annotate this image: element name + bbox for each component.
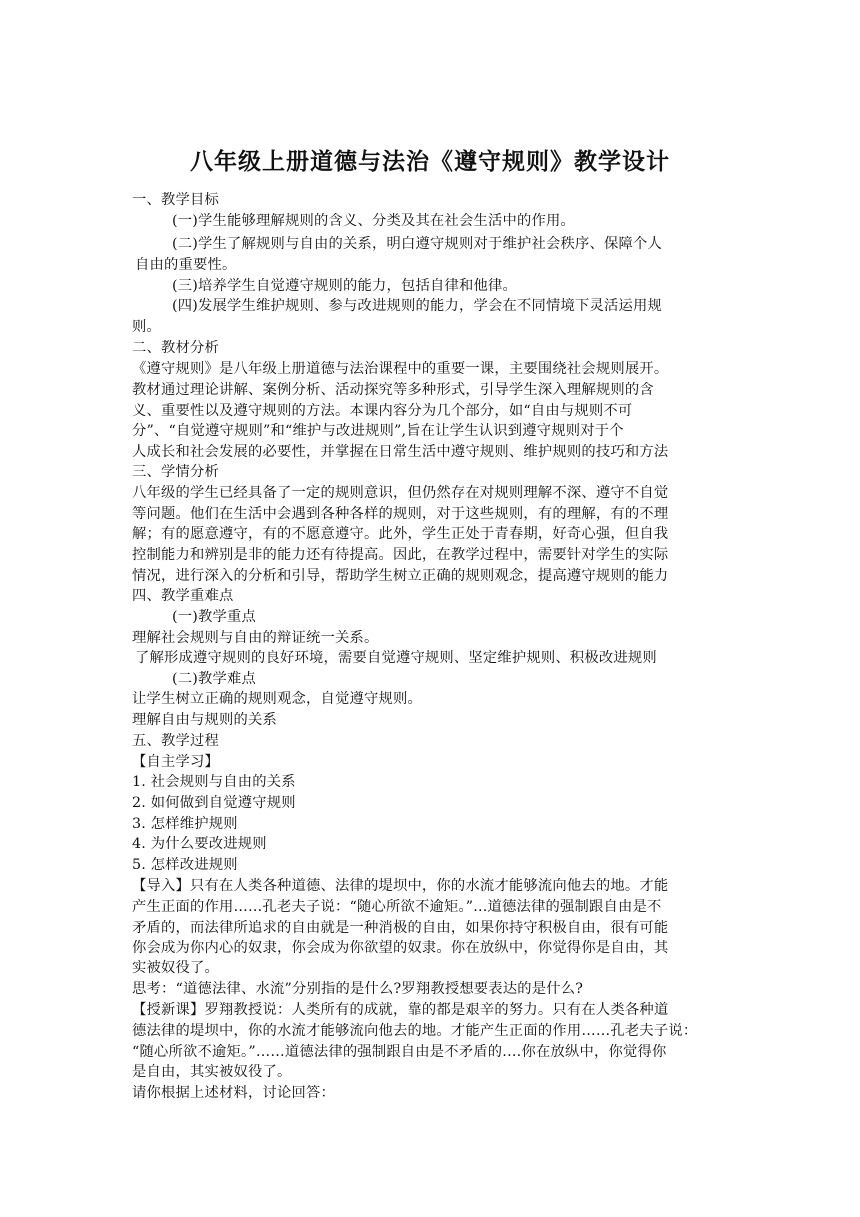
objective-1: (一)学生能够理解规则的含义、分类及其在社会生活中的作用。 [172,213,575,229]
heading-process: 五、教学过程 [132,733,219,749]
intro-line: 你会成为你内心的奴隶，你会成为你欲望的奴隶。你在放纵中，你觉得你是自由，其 [132,940,669,956]
self-study-item: 3. 怎样维护规则 [132,816,238,832]
heading-objectives: 一、教学目标 [132,192,219,208]
self-study-item: 2. 如何做到自觉遵守规则 [132,795,296,811]
learners-line: 八年级的学生已经具备了一定的规则意识，但仍然存在对规则理解不深、遵守不自觉 [132,485,669,501]
learners-line: 情况，进行深入的分析和引导，帮助学生树立正确的规则观念，提高遵守规则的能力 [132,568,669,584]
focus-line: 了解形成遵守规则的良好环境，需要自觉遵守规则、坚定维护规则、积极改进规则 [135,650,657,666]
heading-learners: 三、学情分析 [132,464,219,480]
difficulty-line: 理解自由与规则的关系 [132,712,277,728]
textbook-line: 教材通过理论讲解、案例分析、活动探究等多种形式，引导学生深入理解规则的含 [132,382,654,398]
objective-4: (四)发展学生维护规则、参与改进规则的能力，学会在不同情境下灵活运用规 [172,298,662,314]
textbook-line: 分”、“自觉遵守规则”和“维护与改进规则”,旨在让学生认识到遵守规则对于个 [132,423,624,439]
document-title: 八年级上册道德与法治《遵守规则》教学设计 [190,149,670,175]
heading-textbook: 二、教材分析 [132,340,219,356]
intro-line: 产生正面的作用……孔老夫子说：“随心所欲不逾矩。”...道德法律的强制跟自由是不 [132,899,662,915]
self-study-item: 5. 怎样改进规则 [132,857,238,873]
intro-line: 实被奴役了。 [132,960,219,976]
new-lesson-line: “随心所欲不逾矩。”……道德法律的强制跟自由是不矛盾的.…你在放纵中，你觉得你 [132,1044,667,1060]
textbook-line: 《遵守规则》是八年级上册道德与法治课程中的重要一课，主要围绕社会规则展开。 [132,361,669,377]
subheading-difficulty: (二)教学难点 [172,671,257,687]
focus-line: 理解社会规则与自由的辩证统一关系。 [132,630,379,646]
learners-line: 等问题。他们在生活中会遇到各种各样的规则，对于这些规则，有的理解，有的不理 [132,506,669,522]
objective-2-cont: 自由的重要性。 [135,257,237,273]
learners-line: 控制能力和辨别是非的能力还有待提高。因此，在教学过程中，需要针对学生的实际 [132,547,669,563]
difficulty-line: 让学生树立正确的规则观念，自觉遵守规则。 [132,691,422,707]
intro-line: 【导入】只有在人类各种道德、法律的堤坝中，你的水流才能够流向他去的地。才能 [132,878,669,894]
objective-2: (二)学生了解规则与自由的关系，明白遵守规则对于维护社会秩序、保障个人 [172,236,662,252]
objective-4-cont: 则。 [132,319,161,335]
objective-3: (三)培养学生自觉遵守规则的能力，包括自律和他律。 [172,278,517,294]
self-study-item: 1. 社会规则与自由的关系 [132,774,296,790]
subheading-focus: (一)教学重点 [172,609,257,625]
intro-line: 矛盾的，而法律所追求的自由就是一种消极的自由，如果你持守积极自由，很有可能 [132,920,669,936]
textbook-line: 人成长和社会发展的必要性，并掌握在日常生活中遵守规则、维护规则的技巧和方法 [132,444,669,460]
new-lesson-line: 【授新课】罗翔教授说：人类所有的成就，靠的都是艰辛的努力。只有在人类各种道 [132,1002,669,1018]
learners-line: 解；有的愿意遵守，有的不愿意遵守。此外，学生正处于青春期，好奇心强，但自我 [132,526,669,542]
self-study-label: 【自主学习】 [132,754,219,770]
think-question: 思考：“道德法律、水流”分别指的是什么?罗翔教授想要表达的是什么? [132,981,584,997]
new-lesson-line: 德法律的堤坝中，你的水流才能够流向他去的地。才能产生正面的作用……孔老夫子说： [132,1023,698,1039]
new-lesson-line: 是自由，其实被奴役了。 [132,1064,292,1080]
textbook-line: 义、重要性以及遵守规则的方法。本课内容分为几个部分，如“自由与规则不可 [132,403,633,419]
heading-key-points: 四、教学重难点 [132,588,234,604]
discussion-prompt: 请你根据上述材料，讨论回答： [132,1085,335,1101]
self-study-item: 4. 为什么要改进规则 [132,836,267,852]
